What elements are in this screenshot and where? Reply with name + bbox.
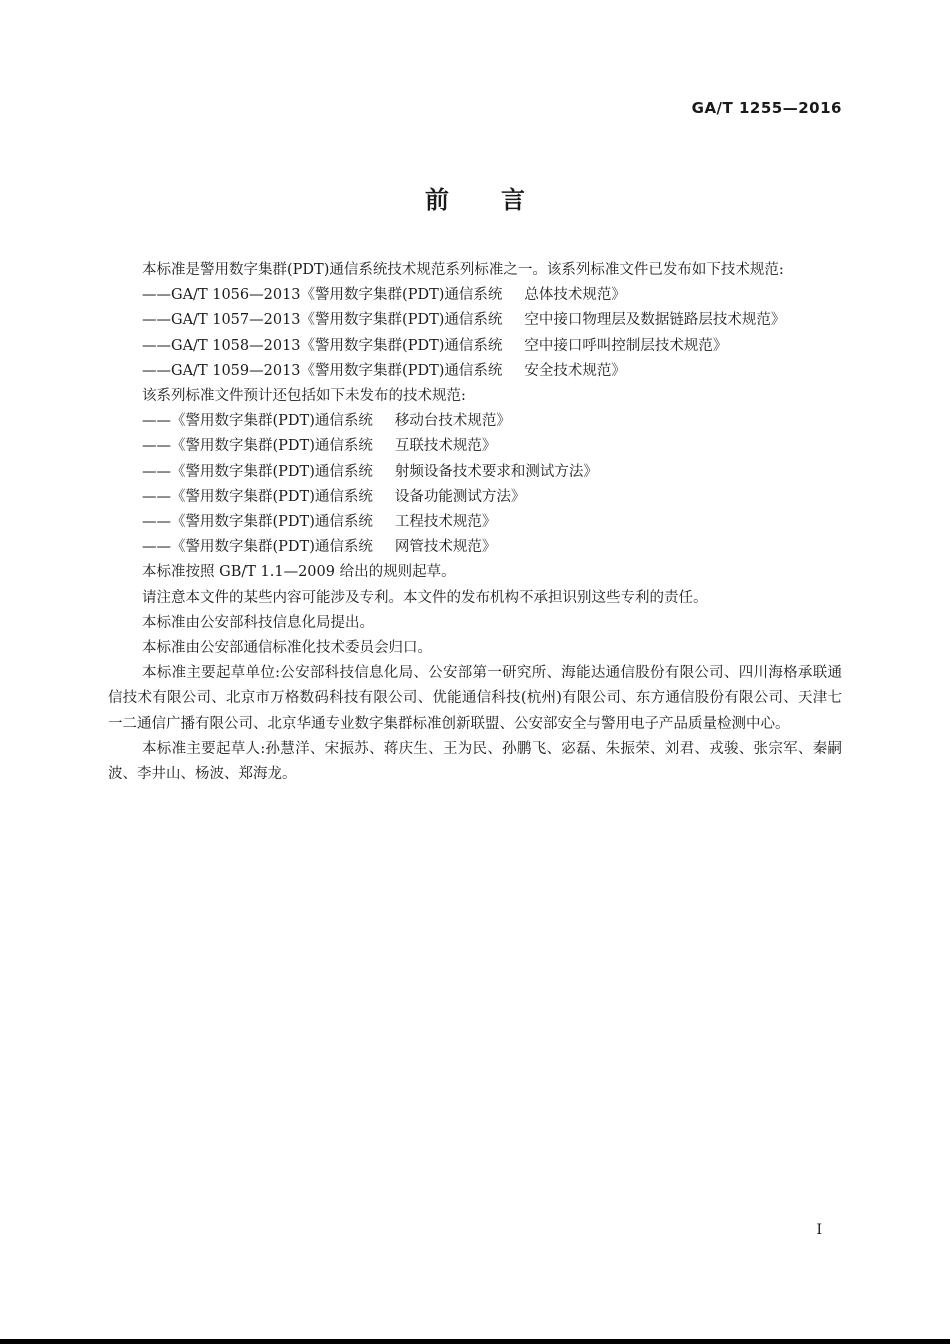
standard-name: 《警用数字集群(PDT)通信系统: [300, 362, 503, 379]
published-item: [108, 308, 842, 333]
planned-item: [108, 510, 842, 535]
page-number: I: [816, 1222, 822, 1238]
standard-topic: 设备功能测试方法》: [394, 488, 526, 505]
standard-name: 《警用数字集群(PDT)通信系统: [300, 312, 503, 329]
standard-topic: 移动台技术规范》: [394, 413, 511, 430]
standard-topic: 网管技术规范》: [394, 539, 497, 556]
published-item: [108, 359, 842, 384]
patent-notice-paragraph: 请注意本文件的某些内容可能涉及专利。本文件的发布机构不承担识别这些专利的责任。: [142, 589, 708, 606]
standard-name: ——《警用数字集群(PDT)通信系统: [142, 488, 373, 505]
standard-code: ——GA/T 1059—2013: [142, 362, 301, 379]
standard-topic: 工程技术规范》: [394, 514, 497, 531]
planned-intro: 该系列标准文件预计还包括如下未发布的技术规范:: [142, 388, 466, 405]
planned-item: [108, 460, 842, 485]
intro-paragraph: 本标准是警用数字集群(PDT)通信系统技术规范系列标准之一。该系列标准文件已发布如下技术规范:: [142, 262, 784, 278]
planned-item: [108, 535, 842, 560]
standard-name: 《警用数字集群(PDT)通信系统: [300, 337, 503, 354]
standard-name: ——《警用数字集群(PDT)通信系统: [142, 539, 373, 556]
proposer-paragraph: 本标准由公安部科技信息化局提出。: [142, 614, 374, 631]
standard-code: ——GA/T 1057—2013: [142, 312, 301, 329]
drafting-rules-paragraph: 本标准按照 GB/T 1.1—2009 给出的规则起草。: [142, 564, 456, 581]
administrator-paragraph: 本标准由公安部通信标准化技术委员会归口。: [142, 640, 432, 657]
standard-topic: 射频设备技术要求和测试方法》: [394, 463, 598, 480]
published-item: [108, 334, 842, 359]
planned-item: [108, 485, 842, 510]
published-item: [108, 283, 842, 308]
document-code: GA/T 1255—2016: [691, 99, 842, 117]
standard-name: ——《警用数字集群(PDT)通信系统: [142, 514, 373, 531]
standard-name: ——《警用数字集群(PDT)通信系统: [142, 413, 373, 430]
standard-topic: 空中接口物理层及数据链路层技术规范》: [524, 312, 786, 329]
standard-topic: 空中接口呼叫控制层技术规范》: [524, 337, 728, 354]
drafters-paragraph: 本标准主要起草人:孙慧洋、宋振苏、蒋庆生、王为民、孙鹏飞、宓磊、朱振荣、刘君、戎骏、张宗军、秦嗣波、李井山、杨波、郑海龙。: [108, 740, 842, 783]
page-title: [0, 180, 950, 215]
foreword-body: [108, 258, 842, 787]
standard-topic: 总体技术规范》: [524, 287, 626, 304]
standard-code: ——GA/T 1058—2013: [142, 337, 301, 354]
standard-name: ——《警用数字集群(PDT)通信系统: [142, 463, 373, 480]
standard-code: ——GA/T 1056—2013: [142, 287, 301, 304]
drafting-units-paragraph: 本标准主要起草单位:公安部科技信息化局、公安部第一研究所、海能达通信股份有限公司、四川海格承联通信技术有限公司、北京市万格数码科技有限公司、优能通信科技(杭州)有限公司、东方通信股份有限公司、天津七一二通信广播有限公司、北京华通专业数字集群标准创新联盟、公安部安全与警用电子产品质量检测中心。: [108, 665, 842, 732]
planned-item: [108, 409, 842, 434]
standard-topic: 安全技术规范》: [524, 362, 626, 379]
standard-topic: 互联技术规范》: [394, 438, 497, 455]
title-char-2: 言: [501, 186, 525, 214]
bottom-edge-rule: [0, 1339, 950, 1344]
title-char-1: 前: [425, 186, 449, 214]
standard-name: ——《警用数字集群(PDT)通信系统: [142, 438, 373, 455]
standard-name: 《警用数字集群(PDT)通信系统: [300, 287, 503, 304]
planned-item: [108, 434, 842, 459]
